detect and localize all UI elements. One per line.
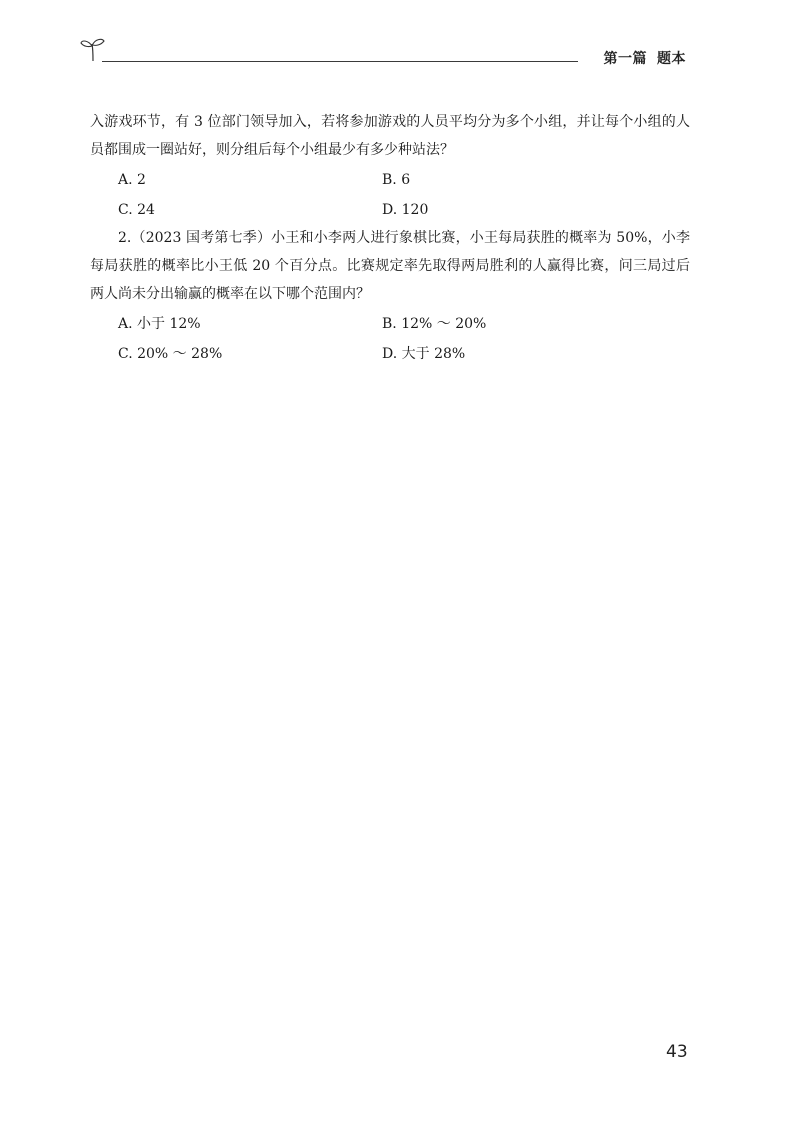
question-2-option-c: C. 20% ～ 28% — [118, 346, 223, 362]
question-1-option-a: A. 2 — [118, 172, 146, 188]
page-number: 43 — [666, 1042, 688, 1062]
running-header — [78, 34, 690, 70]
question-1-option-b: B. 6 — [382, 172, 411, 188]
question-1-text: 入游戏环节，有 3 位部门领导加入，若将参加游戏的人员平均分为多个小组，并让每个小组的人员都围成一圈站好，则分组后每个小组最少有多少种站法？ — [90, 114, 690, 158]
question-2-option-b: B. 12% ～ 20% — [382, 316, 487, 332]
header-title — [604, 48, 687, 68]
question-2-option-d: D. 大于 28% — [382, 346, 466, 362]
question-2-options-row-1 — [90, 310, 690, 338]
question-2-option-a: A. 小于 12% — [118, 316, 201, 332]
question-2-options-row-2 — [90, 340, 690, 368]
sprout-icon — [78, 34, 108, 64]
question-1-option-d: D. 120 — [382, 202, 429, 218]
question-1-options-row-1 — [90, 166, 690, 194]
header-section: 第一篇 — [603, 51, 647, 67]
header-rule — [102, 61, 578, 62]
page-content — [90, 108, 690, 368]
question-1-option-c: C. 24 — [118, 202, 155, 218]
question-2-text: 2.（2023 国考第七季）小王和小李两人进行象棋比赛，小王每局获胜的概率为 50%，小李每局获胜的概率比小王低 20 个百分点。比赛规定率先取得两局胜利的人赢得比赛，问三局过后两人尚未分出输赢的概率在以下哪个范围内？ — [90, 230, 690, 302]
question-1-options-row-2 — [90, 196, 690, 224]
header-subtitle: 题本 — [657, 51, 686, 67]
